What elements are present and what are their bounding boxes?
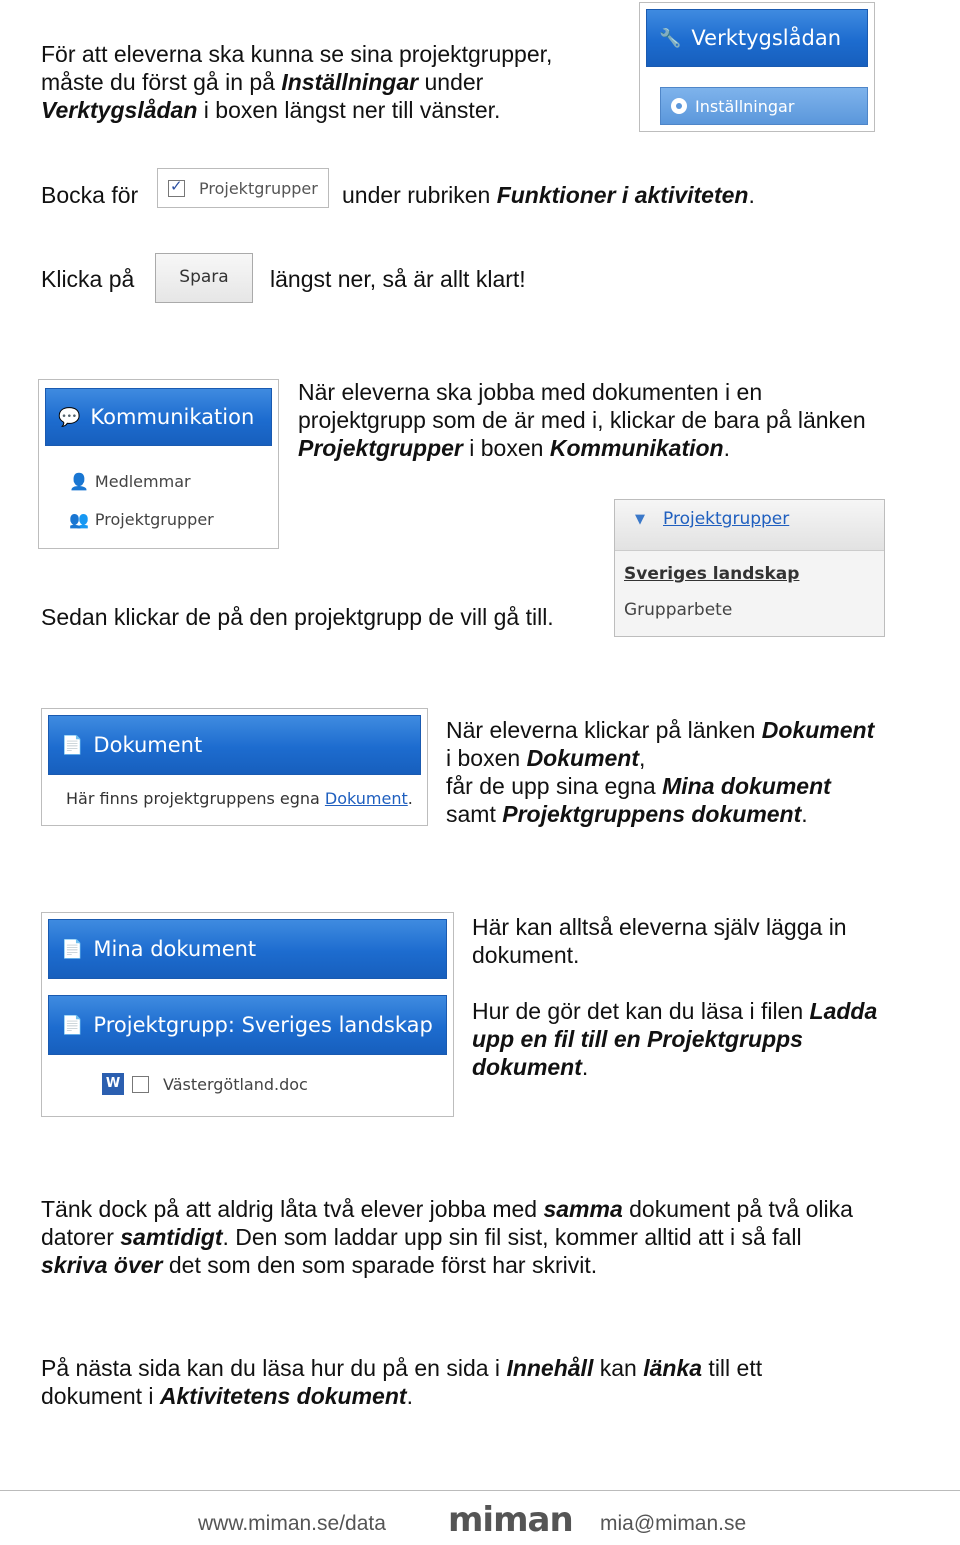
communication-title: Kommunikation	[90, 405, 255, 429]
doc-line: samt Projektgruppens dokument.	[446, 801, 808, 827]
document-link[interactable]: Dokument	[324, 789, 408, 808]
project-groups-screenshot	[614, 499, 885, 637]
upload-line: Här kan alltså eleverna själv lägga in	[472, 914, 847, 940]
warning-line: skriva över det som den som sparade först har skrivit.	[41, 1252, 598, 1278]
toolbox-title: Verktygslådan	[691, 26, 842, 50]
document-title: Dokument	[93, 733, 203, 757]
document-header	[48, 715, 421, 775]
chevron-down-icon: ▼	[635, 512, 645, 527]
doc-line: i boxen Dokument,	[446, 745, 646, 771]
speech-bubble-icon: 💬	[58, 406, 81, 428]
projektgrupper-checkbox[interactable]	[168, 180, 185, 197]
upload-line: Hur de gör det kan du läsa i filen Ladda	[472, 998, 878, 1024]
project-group-title: Projektgrupp: Sveriges landskap	[93, 1013, 433, 1037]
document-description: Här finns projektgruppens egna Dokument.	[66, 789, 413, 808]
intro-paragraph	[41, 40, 621, 124]
checkbox-label: Projektgrupper	[199, 179, 318, 198]
warning-line: datorer samtidigt. Den som laddar upp sin fil sist, kommer alltid att i så fall	[41, 1224, 802, 1250]
group-instruction: Sedan klickar de på den projektgrupp de vill gå till.	[41, 604, 554, 630]
miman-logo: miman	[448, 1500, 573, 1540]
communication-box-screenshot	[38, 379, 279, 549]
comm-line: När eleverna ska jobba med dokumenten i en	[298, 379, 763, 405]
upload-line: dokument.	[472, 1054, 589, 1080]
save-button-screenshot	[155, 253, 253, 303]
footer-email[interactable]: mia@miman.se	[600, 1512, 747, 1535]
settings-link[interactable]	[660, 87, 868, 125]
projektgrupper-link[interactable]: 👥 Projektgrupper	[69, 510, 214, 529]
check-step-suffix: under rubriken Funktioner i aktiviteten.	[342, 182, 755, 208]
document-paragraph	[446, 716, 946, 828]
communication-paragraph	[298, 378, 938, 462]
file-row	[102, 1073, 308, 1095]
toolbox-header	[646, 9, 868, 67]
document-icon: 📄	[61, 734, 84, 756]
warning-line: Tänk dock på att aldrig låta två elever jobba med samma dokument på två olika	[41, 1196, 853, 1222]
my-documents-header	[48, 919, 447, 979]
file-name[interactable]: Västergötland.doc	[163, 1074, 308, 1094]
wrench-icon: 🔧	[659, 27, 682, 49]
document-icon: 📄	[61, 1014, 84, 1036]
doc-line: får de upp sina egna Mina dokument	[446, 773, 831, 799]
group-grupparbete[interactable]: Grupparbete	[624, 600, 733, 620]
project-group-header	[48, 995, 447, 1055]
word-file-icon: W	[102, 1073, 124, 1095]
person-icon: 👤	[69, 472, 89, 491]
upload-line: upp en fil till en Projektgrupps	[472, 1026, 803, 1052]
next-line: dokument i Aktivitetens dokument.	[41, 1383, 413, 1409]
warning-paragraph	[41, 1195, 941, 1279]
intro-line: Verktygslådan i boxen längst ner till vänster.	[41, 97, 501, 123]
projektgrupper-checkbox-screenshot	[157, 168, 329, 208]
next-page-paragraph	[41, 1354, 941, 1410]
my-documents-screenshot	[41, 912, 454, 1117]
document-icon: 📄	[61, 938, 84, 960]
check-step-prefix: Bocka för	[41, 182, 139, 208]
intro-line: måste du först gå in på Inställningar under	[41, 69, 484, 95]
groups-header	[615, 500, 884, 551]
upload-line: dokument.	[472, 942, 580, 968]
toolbox-screenshot	[639, 2, 875, 132]
gear-icon	[671, 98, 687, 114]
save-step-suffix: längst ner, så är allt klart!	[270, 266, 526, 292]
footer-website[interactable]: www.miman.se/data	[198, 1512, 386, 1535]
my-documents-title: Mina dokument	[93, 937, 257, 961]
document-box-screenshot	[41, 708, 428, 826]
group-icon: 👥	[69, 510, 89, 529]
save-step-prefix: Klicka på	[41, 266, 135, 292]
members-link[interactable]: 👤 Medlemmar	[69, 472, 191, 491]
footer-divider	[0, 1490, 960, 1491]
communication-header	[45, 388, 272, 446]
save-button[interactable]: Spara	[179, 267, 229, 287]
next-line: På nästa sida kan du läsa hur du på en sida i Innehåll kan länka till ett	[41, 1355, 763, 1381]
settings-label: Inställningar	[695, 96, 795, 116]
file-checkbox[interactable]	[132, 1076, 149, 1093]
groups-header-link[interactable]: Projektgrupper	[663, 509, 790, 529]
comm-line: projektgrupp som de är med i, klickar de bara på länken	[298, 407, 866, 433]
comm-line: Projektgrupper i boxen Kommunikation.	[298, 435, 730, 461]
intro-line: För att eleverna ska kunna se sina projektgrupper,	[41, 41, 553, 67]
doc-line: När eleverna klickar på länken Dokument	[446, 717, 875, 743]
group-sveriges-landskap[interactable]: Sveriges landskap	[624, 564, 800, 584]
upload-paragraph	[472, 913, 942, 1081]
